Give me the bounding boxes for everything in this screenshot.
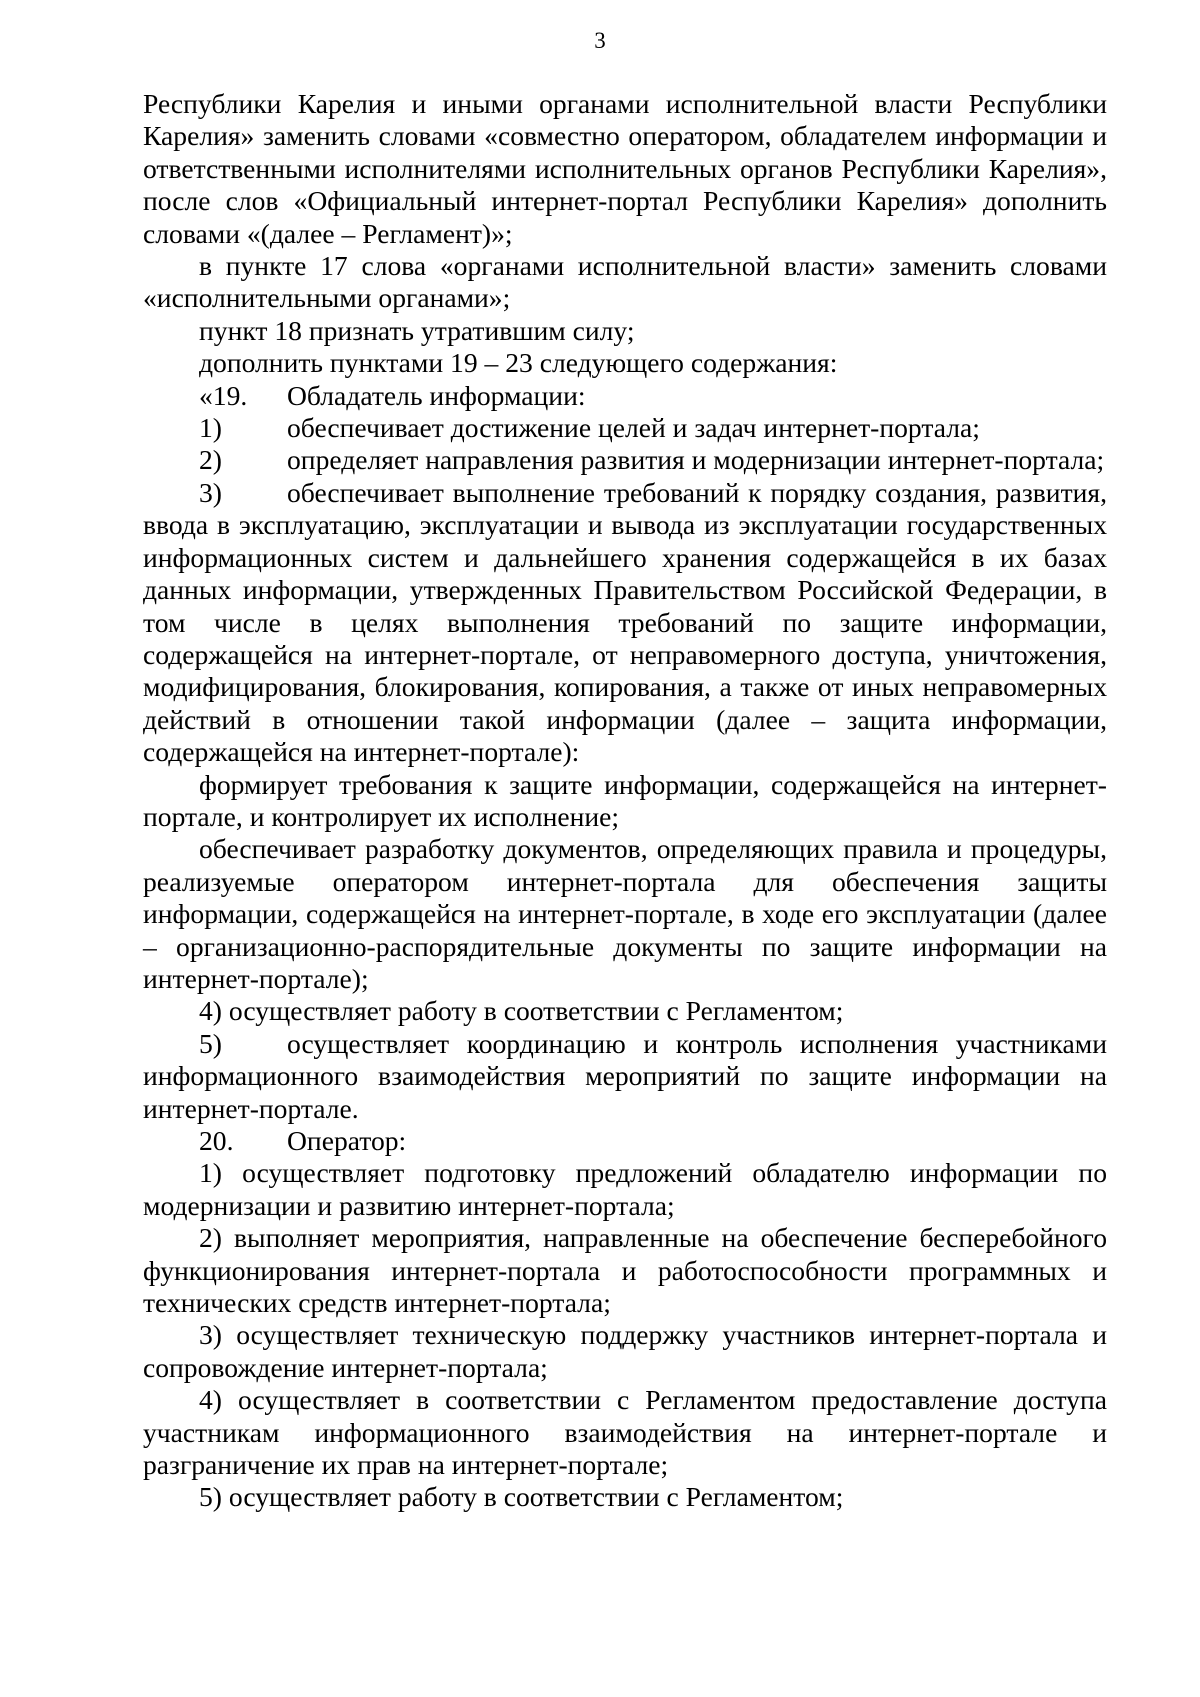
item-text: обеспечивает выполнение требований к порядку создания, развития, ввода в эксплуатацию, эксплуатации и вывода из эксплуатации государственных информационных систем и дальнейшего хранения содержащейся в их базах данных информации, утвержденных Правительством Российской Федерации, в том числе в целях выполнения требований по защите информации, содержащейся на интернет-портале, от неправомерного доступа, уничтожения, модифицирования, блокирования, копирования, а также от иных неправомерных действий в отношении такой информации (далее – защита информации, содержащейся на интернет-портале): [143, 476, 1107, 768]
paragraph-amendment-intro: Республики Карелия и иными органами исполнительной власти Республики Карелия» заменить словами «совместно оператором, обладателем информации и ответственными исполнителями исполнительных органов Республики Карелия», после слов «Официальный интернет-портал Республики Карелия» дополнить словами «(далее – Регламент)»; [143, 88, 1107, 249]
page-number: 3 [594, 28, 606, 53]
paragraph-point-17: в пункте 17 слова «органами исполнительной власти» заменить словами «исполнительными органами»; [143, 250, 1107, 314]
item-19-1 [199, 412, 1107, 444]
item-number: 5) [199, 1027, 222, 1059]
item-19 [199, 380, 1107, 412]
item-20 [199, 1125, 1107, 1157]
paragraph-point-18: пункт 18 признать утратившим силу; [199, 314, 635, 346]
item-number: 2) [199, 444, 222, 476]
item-number: 3) [199, 476, 222, 508]
item-19-5 [143, 1028, 1107, 1125]
paragraph-add-points: дополнить пунктами 19 – 23 следующего содержания: [199, 347, 838, 379]
item-19-2 [143, 444, 1107, 476]
item-text: Обладатель информации: [287, 379, 586, 411]
paragraph-operator-2: 2) выполняет мероприятия, направленные на обеспечение бесперебойного функционирования интернет-портала и работоспособности программных и технических средств интернет-портала; [143, 1222, 1107, 1319]
item-text: осуществляет координацию и контроль исполнения участниками информационного взаимодействия мероприятий по защите информации на интернет-портале. [143, 1027, 1107, 1124]
item-text: Оператор: [287, 1125, 407, 1156]
document-body [143, 88, 1107, 1514]
item-number: «19. [199, 379, 248, 411]
item-text: определяет направления развития и модернизации интернет-портала; [287, 444, 1105, 476]
paragraph-documents: обеспечивает разработку документов, определяющих правила и процедуры, реализуемые оператором интернет-портала для обеспечения защиты информации, содержащейся на интернет-портале, в ходе его эксплуатации (далее – организационно-распорядительные документы по защите информации на интернет-портале); [143, 833, 1107, 994]
paragraph-item-4: 4) осуществляет работу в соответствии с Регламентом; [199, 995, 844, 1027]
paragraph-operator-4: 4) осуществляет в соответствии с Регламентом предоставление доступа участникам информационного взаимодействия на интернет-портале и разграничение их прав на интернет-портале; [143, 1384, 1107, 1481]
paragraph-operator-1: 1) осуществляет подготовку предложений обладателю информации по модернизации и развитию интернет-портала; [143, 1157, 1107, 1221]
item-19-3 [143, 477, 1107, 769]
paragraph-operator-5: 5) осуществляет работу в соответствии с Регламентом; [199, 1481, 844, 1513]
item-text: обеспечивает достижение целей и задач интернет-портала; [287, 412, 980, 444]
item-number: 20. [199, 1125, 234, 1156]
paragraph-operator-3: 3) осуществляет техническую поддержку участников интернет-портала и сопровождение интернет-портала; [143, 1319, 1107, 1383]
item-number: 1) [199, 412, 222, 444]
paragraph-requirements: формирует требования к защите информации, содержащейся на интернет-портале, и контролирует их исполнение; [143, 768, 1107, 832]
